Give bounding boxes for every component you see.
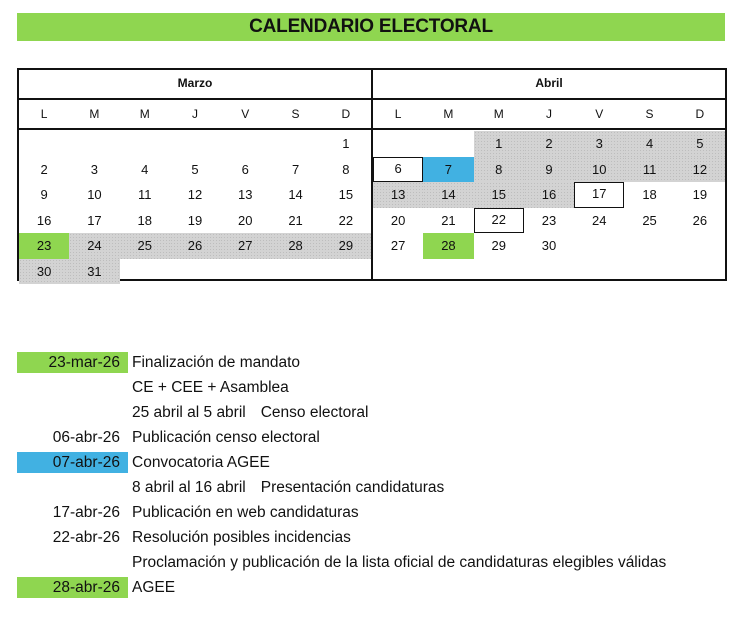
weekday-label: D [341, 107, 351, 121]
month-name: Abril [373, 70, 725, 100]
day-cell: 16 [36, 212, 52, 228]
day-cell: 2 [40, 161, 48, 177]
day-cell: 5 [675, 131, 725, 157]
weekday-label: M [443, 107, 454, 121]
empty-day-cell [170, 131, 220, 157]
event-date: 17-abr-26 [52, 504, 120, 521]
day-cell: 15 [338, 187, 354, 202]
day-cell: 15 [474, 182, 524, 208]
day-cell: 10 [574, 157, 624, 183]
event-text: Proclamación y publicación de la lista oficial de candidaturas elegibles válidas [132, 553, 667, 571]
day-cell: 5 [191, 161, 199, 177]
event-row [17, 500, 737, 525]
day-cell: 20 [238, 212, 253, 228]
day-cell: 3 [90, 161, 99, 177]
day-cell: 6 [373, 157, 423, 183]
day-cell: 22 [474, 208, 524, 234]
weekday-label: J [191, 107, 198, 121]
day-cell: 1 [474, 131, 524, 157]
event-description [128, 354, 300, 372]
empty-day-cell [220, 131, 270, 157]
event-row [17, 375, 737, 400]
day-cell: 1 [342, 136, 350, 151]
event-row [17, 400, 737, 425]
event-description [128, 479, 444, 497]
event-date: 28-abr-26 [17, 577, 128, 598]
day-cell: 4 [624, 131, 674, 157]
event-date [17, 552, 128, 573]
day-cell: 16 [524, 182, 574, 208]
day-cell: 18 [137, 212, 152, 228]
day-grid [19, 130, 371, 284]
event-description [128, 554, 666, 572]
event-subtext: Presentación candidaturas [260, 478, 445, 496]
day-cell: 8 [342, 161, 350, 177]
day-cell: 26 [170, 233, 220, 259]
day-cell: 4 [141, 161, 149, 177]
event-description [128, 529, 351, 547]
weekday-label: V [241, 107, 250, 121]
event-row [17, 575, 737, 600]
weekday-header [373, 100, 725, 130]
event-text: Resolución posibles incidencias [132, 528, 351, 546]
day-cell: 11 [137, 187, 152, 202]
day-cell: 17 [574, 182, 624, 208]
event-row [17, 450, 737, 475]
day-cell: 17 [87, 212, 102, 228]
event-text: 8 abril al 16 abril [132, 478, 246, 496]
day-cell: 7 [423, 157, 473, 183]
event-text: 25 abril al 5 abril [132, 403, 246, 421]
day-cell: 13 [373, 182, 423, 208]
weekday-label: M [139, 107, 150, 121]
event-row [17, 350, 737, 375]
event-date [17, 402, 128, 423]
weekday-label: M [493, 107, 504, 121]
event-date [17, 477, 128, 498]
day-cell: 20 [390, 212, 406, 228]
weekday-label: S [645, 107, 654, 121]
event-description [128, 504, 359, 522]
empty-day-cell [373, 131, 423, 157]
event-description [128, 579, 175, 597]
event-description [128, 404, 368, 422]
day-cell: 21 [288, 212, 303, 228]
day-cell: 24 [592, 212, 607, 228]
month-calendar-marzo [17, 68, 373, 281]
day-cell: 27 [220, 233, 270, 259]
event-list [17, 350, 737, 600]
day-cell: 19 [187, 212, 203, 228]
month-name: Marzo [19, 70, 371, 100]
day-cell: 21 [441, 212, 456, 228]
day-cell: 27 [390, 238, 406, 253]
event-text: CE + CEE + Asamblea [132, 378, 289, 396]
event-subtext: Censo electoral [260, 403, 369, 421]
month-calendar-abril [371, 68, 727, 281]
weekday-label: L [394, 107, 402, 121]
day-cell: 12 [675, 157, 725, 183]
day-cell: 23 [19, 233, 69, 259]
event-date: 07-abr-26 [17, 452, 128, 473]
day-cell: 10 [87, 187, 102, 202]
event-row [17, 475, 737, 500]
day-cell: 7 [291, 161, 300, 177]
day-cell: 25 [120, 233, 170, 259]
day-cell: 14 [288, 187, 303, 202]
event-text: Finalización de mandato [132, 353, 301, 371]
event-date [17, 377, 128, 398]
day-cell: 8 [474, 157, 524, 183]
weekday-label: J [545, 107, 552, 121]
day-cell: 28 [423, 233, 473, 259]
empty-day-cell [120, 131, 170, 157]
weekday-label: V [595, 107, 604, 121]
day-cell: 29 [321, 233, 371, 259]
event-text: Publicación en web candidaturas [132, 503, 359, 521]
weekday-label: M [89, 107, 100, 121]
day-cell: 14 [423, 182, 473, 208]
event-date: 23-mar-26 [17, 352, 128, 373]
day-cell: 2 [524, 131, 574, 157]
empty-day-cell [19, 131, 69, 157]
day-cell: 29 [491, 238, 506, 253]
day-cell: 6 [241, 161, 249, 177]
day-cell: 25 [642, 212, 657, 228]
day-cell: 23 [541, 212, 557, 228]
day-cell: 13 [238, 187, 253, 202]
day-cell: 18 [642, 187, 657, 202]
day-cell: 9 [524, 157, 574, 183]
day-cell: 22 [338, 212, 354, 228]
day-cell: 19 [692, 187, 708, 202]
day-cell: 28 [270, 233, 320, 259]
day-grid [373, 130, 725, 259]
empty-day-cell [270, 131, 320, 157]
page-title: CALENDARIO ELECTORAL [17, 13, 725, 41]
day-cell: 31 [69, 259, 119, 285]
event-text: Publicación censo electoral [132, 428, 320, 446]
event-description [128, 379, 289, 397]
event-date: 06-abr-26 [52, 429, 120, 446]
weekday-label: D [695, 107, 705, 121]
day-cell: 3 [574, 131, 624, 157]
empty-day-cell [69, 131, 119, 157]
empty-day-cell [423, 131, 473, 157]
event-row [17, 425, 737, 450]
event-row [17, 525, 737, 550]
event-description [128, 429, 320, 447]
day-cell: 11 [624, 157, 674, 183]
event-text: AGEE [132, 578, 176, 596]
event-row [17, 550, 737, 575]
day-cell: 26 [692, 212, 708, 228]
day-cell: 30 [19, 259, 69, 285]
event-date: 22-abr-26 [52, 529, 120, 546]
day-cell: 9 [40, 187, 48, 202]
day-cell: 12 [187, 187, 203, 202]
weekday-label: S [291, 107, 300, 121]
day-cell: 24 [69, 233, 119, 259]
event-text: Convocatoria AGEE [132, 453, 270, 471]
weekday-label: L [40, 107, 48, 121]
weekday-header [19, 100, 371, 130]
day-cell: 30 [541, 238, 557, 253]
event-description [128, 454, 270, 472]
